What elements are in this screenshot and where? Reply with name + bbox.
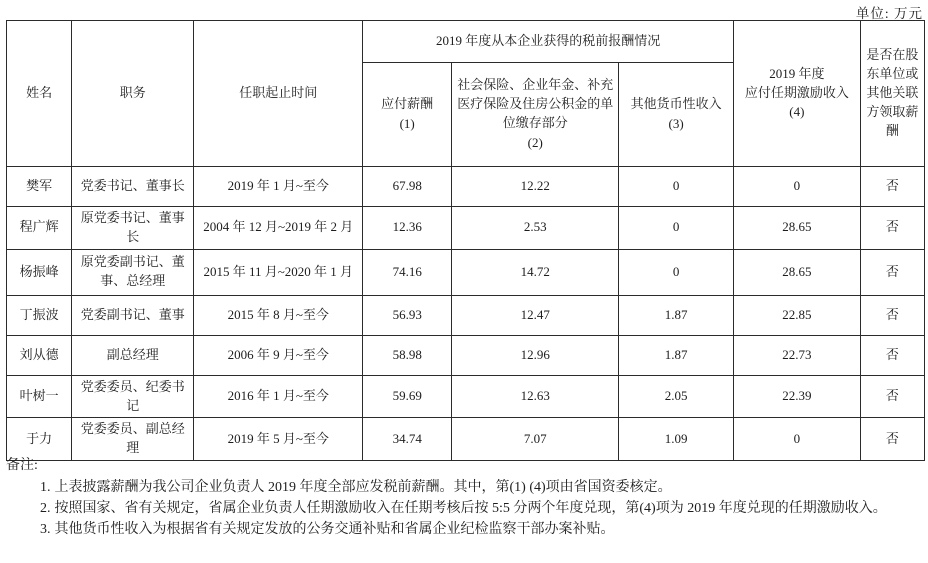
table-row (7, 207, 925, 250)
cell-other-income: 1.87 (619, 335, 734, 375)
cell-other-income: 0 (619, 207, 734, 250)
header-salary-code: (1) (399, 116, 415, 131)
cell-tenure: 2006 年 9 月~至今 (194, 335, 363, 375)
cell-insurance: 12.22 (452, 167, 619, 207)
header-name: 姓名 (7, 21, 72, 167)
header-other-income-code: (3) (668, 116, 684, 131)
unit-label: 单位: 万元 (855, 6, 923, 21)
cell-name: 于力 (7, 418, 72, 461)
cell-related: 否 (860, 418, 924, 461)
cell-related: 否 (860, 207, 924, 250)
cell-salary: 34.74 (363, 418, 452, 461)
cell-incentive: 28.65 (734, 207, 861, 250)
cell-name: 丁振波 (7, 295, 72, 335)
cell-insurance: 12.96 (452, 335, 619, 375)
cell-salary: 59.69 (363, 375, 452, 418)
cell-incentive: 28.65 (734, 249, 861, 295)
footnote-text: 按照国家、省有关规定，省属企业负责人任期激励收入在任期考核后按 5:5 分两个年度兑现，第(4)项为 2019 年度兑现的任期激励收入。 (54, 501, 887, 516)
cell-other-income: 1.87 (619, 295, 734, 335)
cell-incentive: 22.85 (734, 295, 861, 335)
header-incentive (734, 21, 861, 167)
cell-tenure: 2019 年 5 月~至今 (194, 418, 363, 461)
cell-other-income: 2.05 (619, 375, 734, 418)
header-incentive-line2: 应付任期激励收入 (744, 84, 849, 100)
cell-salary: 74.16 (363, 249, 452, 295)
cell-salary: 12.36 (363, 207, 452, 250)
cell-incentive: 0 (734, 418, 861, 461)
cell-related: 否 (860, 249, 924, 295)
cell-insurance: 7.07 (452, 418, 619, 461)
header-incentive-line1: 2019 年度 (769, 65, 825, 81)
footnote-item (6, 519, 922, 540)
cell-related: 否 (860, 295, 924, 335)
footnotes-title: 备注: (6, 458, 38, 473)
cell-name: 樊军 (7, 167, 72, 207)
footnote-text: 上表披露薪酬为我公司企业负责人 2019 年度全部应发税前薪酬。其中，第(1) (4)项由省国资委核定。 (54, 480, 672, 495)
cell-incentive: 0 (734, 167, 861, 207)
footnotes (6, 455, 922, 540)
header-position: 职务 (72, 21, 194, 167)
cell-tenure: 2016 年 1 月~至今 (194, 375, 363, 418)
cell-position: 副总经理 (72, 335, 194, 375)
header-other-income (619, 63, 734, 167)
cell-salary: 67.98 (363, 167, 452, 207)
cell-tenure: 2019 年 1 月~至今 (194, 167, 363, 207)
cell-insurance: 2.53 (452, 207, 619, 250)
header-other-income-label: 其他货币性收入 (630, 96, 722, 112)
cell-salary: 58.98 (363, 335, 452, 375)
cell-name: 程广辉 (7, 207, 72, 250)
cell-incentive: 22.73 (734, 335, 861, 375)
header-insurance (452, 63, 619, 167)
table-row (7, 375, 925, 418)
cell-incentive: 22.39 (734, 375, 861, 418)
cell-insurance: 14.72 (452, 249, 619, 295)
cell-other-income: 1.09 (619, 418, 734, 461)
cell-name: 刘从德 (7, 335, 72, 375)
cell-related: 否 (860, 167, 924, 207)
header-salary (363, 63, 452, 167)
cell-related: 否 (860, 375, 924, 418)
table-row (7, 295, 925, 335)
cell-position: 原党委书记、董事长 (72, 207, 194, 250)
header-pretax-group: 2019 年度从本企业获得的税前报酬情况 (363, 21, 734, 63)
cell-position: 党委副书记、董事 (72, 295, 194, 335)
header-insurance-label: 社会保险、企业年金、补充医疗保险及住房公积金的单位缴存部分 (457, 77, 614, 130)
cell-insurance: 12.47 (452, 295, 619, 335)
header-insurance-code: (2) (527, 134, 543, 150)
header-salary-label: 应付薪酬 (381, 96, 434, 112)
cell-tenure: 2015 年 8 月~至今 (194, 295, 363, 335)
cell-tenure: 2004 年 12 月~2019 年 2 月 (194, 207, 363, 250)
cell-other-income: 0 (619, 249, 734, 295)
footnote-number: 1. (40, 480, 51, 495)
footnote-item (6, 498, 922, 519)
table-row (7, 335, 925, 375)
footnote-text: 其他货币性收入为根据省有关规定发放的公务交通补贴和省属企业纪检监察干部办案补贴。 (54, 522, 615, 537)
footnote-number: 3. (40, 522, 51, 537)
table-row (7, 167, 925, 207)
cell-position: 原党委副书记、董事、总经理 (72, 249, 194, 295)
footnote-number: 2. (40, 501, 51, 516)
footnote-item (6, 477, 922, 498)
cell-name: 杨振峰 (7, 249, 72, 295)
cell-salary: 56.93 (363, 295, 452, 335)
cell-insurance: 12.63 (452, 375, 619, 418)
cell-tenure: 2015 年 11 月~2020 年 1 月 (194, 249, 363, 295)
cell-position: 党委委员、纪委书记 (72, 375, 194, 418)
cell-name: 叶树一 (7, 375, 72, 418)
header-incentive-code: (4) (789, 104, 805, 120)
header-related-party: 是否在股东单位或其他关联方领取薪酬 (860, 21, 924, 167)
table-row (7, 249, 925, 295)
cell-position: 党委委员、副总经理 (72, 418, 194, 461)
cell-related: 否 (860, 335, 924, 375)
cell-other-income: 0 (619, 167, 734, 207)
compensation-table (6, 20, 925, 461)
header-tenure: 任职起止时间 (194, 21, 363, 167)
cell-position: 党委书记、董事长 (72, 167, 194, 207)
